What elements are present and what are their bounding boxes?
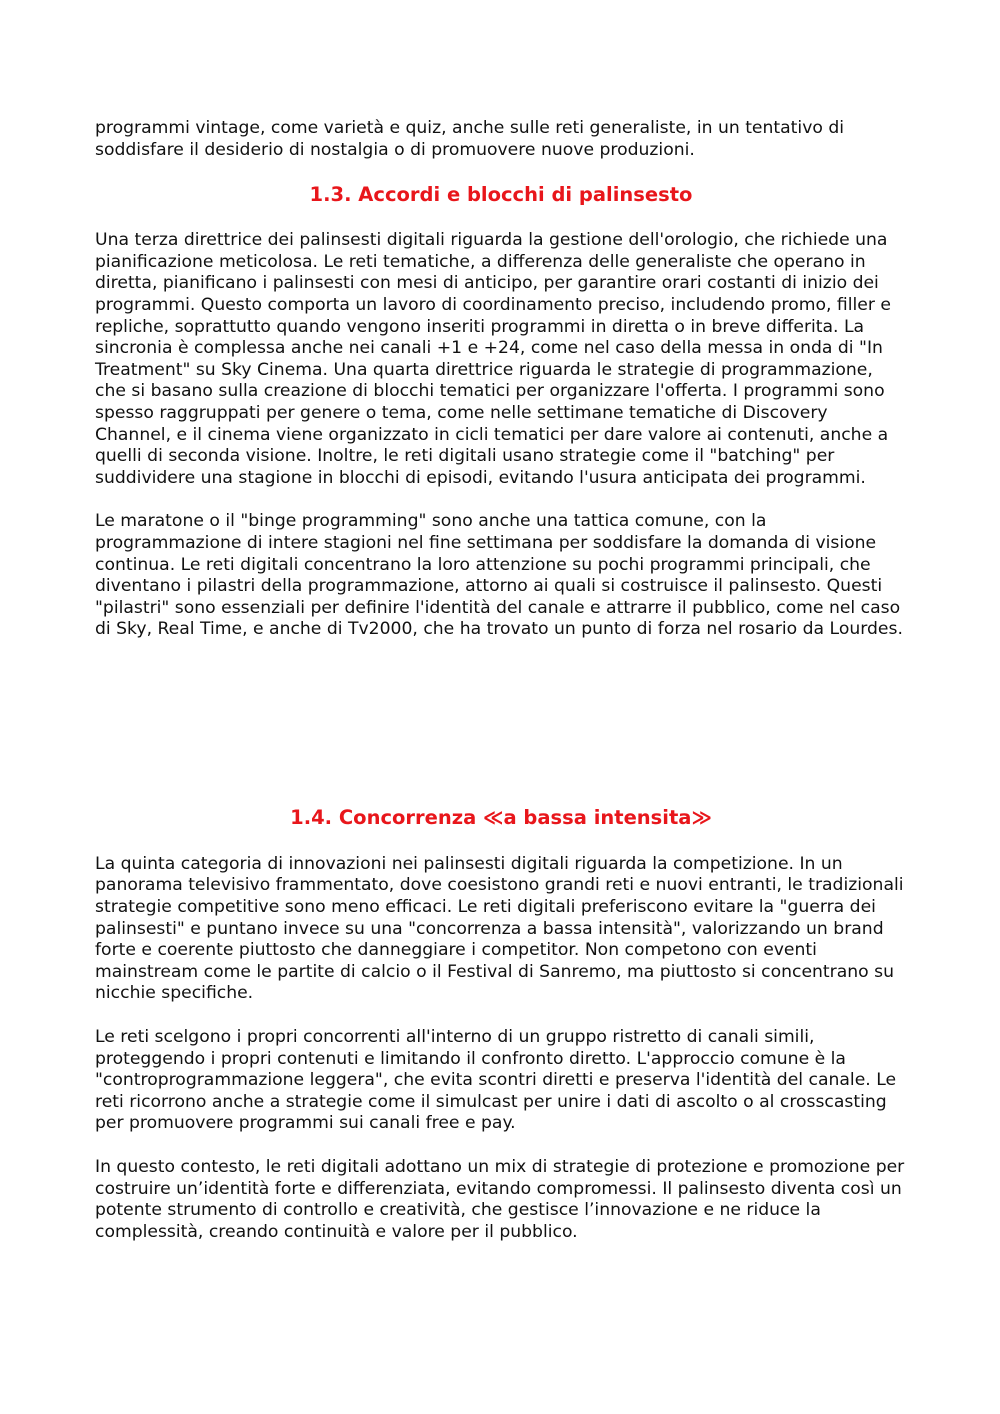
section-1-4-paragraph-3: In questo contesto, le reti digitali adottano un mix di strategie di protezione e promozione per costruire un’identità forte e differenziata, evitando compromessi. Il palinsesto diventa così un potente strumento di controllo e creatività, che gestisce l’innovazione e ne riduce la complessità, creando continuità e valore per il pubblico.: [95, 1157, 905, 1242]
section-heading-1-3: 1.3. Accordi e blocchi di palinsesto: [309, 183, 693, 207]
intro-paragraph: programmi vintage, come varietà e quiz, anche sulle reti generaliste, in un tentativo di soddisfare il desiderio di nostalgia o di promuovere nuove produzioni.: [95, 118, 845, 160]
section-1-3-paragraph-2: Le maratone o il "binge programming" sono anche una tattica comune, con la programmazione di intere stagioni nel fine settimana per soddisfare la domanda di visione continua. Le reti digitali concentrano la loro attenzione su pochi programmi principali, che diventano i pilastri della programmazione, attorno ai quali si costruisce il palinsesto. Questi "pilastri" sono essenziali per definire l'identità del canale e attrarre il pubblico, come nel caso di Sky, Real Time, e anche di Tv2000, che ha trovato un punto di forza nel rosario da Lourdes.: [95, 511, 903, 640]
section-1-3-paragraph-1: Una terza direttrice dei palinsesti digitali riguarda la gestione dell'orologio, che richiede una pianificazione meticolosa. Le reti tematiche, a differenza delle generaliste che operano in diretta, pianificano i palinsesti con mesi di anticipo, per garantire orari costanti di inizio dei programmi. Questo comporta un lavoro di coordinamento preciso, includendo promo, filler e repliche, soprattutto quando vengono inseriti programmi in diretta o in breve differita. La sincronia è complessa anche nei canali +1 e +24, come nel caso della messa in onda di "In Treatment" su Sky Cinema. Una quarta direttrice riguarda le strategie di programmazione, che si basano sulla creazione di blocchi tematici per organizzare l'offerta. I programmi sono spesso raggruppati per genere o tema, come nelle settimane tematiche di Discovery Channel, e il cinema viene organizzato in cicli tematici per dare valore ai contenuti, anche a quelli di seconda visione. Inoltre, le reti digitali usano strategie come il "batching" per suddividere una stagione in blocchi di episodi, evitando l'usura anticipata dei programmi.: [95, 230, 891, 488]
section-1-4-paragraph-2: Le reti scelgono i propri concorrenti all'interno di un gruppo ristretto di canali simili, proteggendo i propri contenuti e limitando il confronto diretto. L'approccio comune è la "controprogrammazione leggera", che evita scontri diretti e preserva l'identità del canale. Le reti ricorrono anche a strategie come il simulcast per unire i dati di ascolto o al crosscasting per promuovere programmi sui canali free e pay.: [95, 1027, 897, 1134]
section-1-4-paragraph-1: La quinta categoria di innovazioni nei palinsesti digitali riguarda la competizione. In un panorama televisivo frammentato, dove coesistono grandi reti e nuovi entranti, le tradizionali strategie competitive sono meno efficaci. Le reti digitali preferiscono evitare la "guerra dei palinsesti" e puntano invece su una "concorrenza a bassa intensità", valorizzando un brand forte e coerente piuttosto che danneggiare i competitor. Non competono con eventi mainstream come le partite di calcio o il Festival di Sanremo, ma piuttosto si concentrano su nicchie specifiche.: [95, 853, 904, 1004]
section-heading-1-4: 1.4. Concorrenza ≪a bassa intensita≫: [290, 805, 712, 829]
document-page: [95, 118, 907, 1243]
